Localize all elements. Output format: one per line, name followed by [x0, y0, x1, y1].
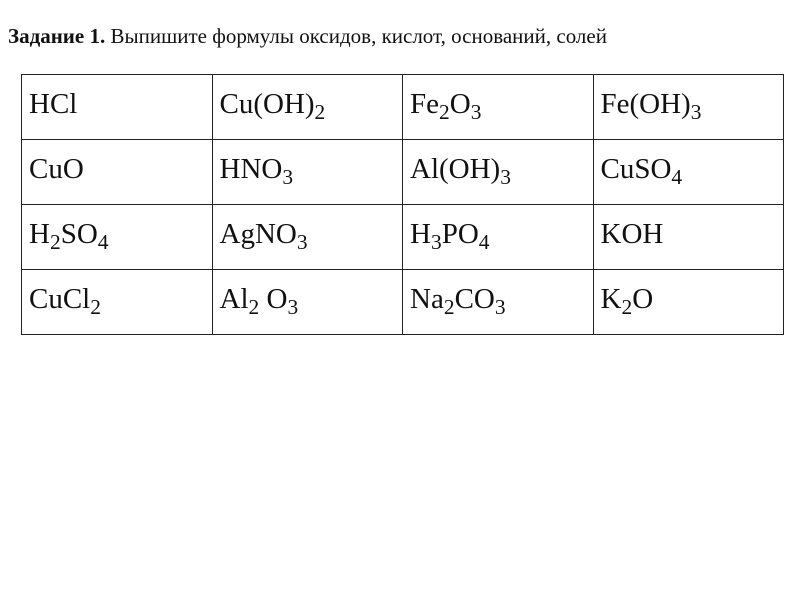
formula: CuO — [29, 152, 84, 185]
table-row — [22, 270, 784, 335]
formula: CuSO$_4$ — [600, 152, 683, 189]
table-cell — [403, 140, 594, 205]
formula: $Na_2CO_3$ — [410, 282, 506, 319]
table-cell — [593, 205, 784, 270]
table-row — [22, 75, 784, 140]
task-instruction: Выпишите формулы оксидов, кислот, оснований, солей — [110, 24, 607, 48]
table-cell — [403, 205, 594, 270]
formula: $K_2O$ — [600, 282, 654, 319]
formula: $Al_2$ $O_3$ — [219, 282, 299, 319]
formula: $HNO_3$ — [219, 152, 294, 189]
formula: AgNO$_3$ — [219, 217, 308, 254]
table-cell — [403, 270, 594, 335]
formula: CuCl$_2$ — [29, 282, 101, 319]
formula: $Cu(OH)_2$ — [219, 87, 326, 124]
task-heading — [8, 22, 607, 50]
table-cell — [212, 140, 403, 205]
formula: KOH — [600, 217, 664, 250]
table-cell — [593, 270, 784, 335]
task-number: Задание 1. — [8, 24, 106, 48]
table-row — [22, 205, 784, 270]
table-cell — [212, 270, 403, 335]
table-cell — [22, 205, 213, 270]
table-cell — [22, 75, 213, 140]
formula: $Fe_2O_3$ — [410, 87, 482, 124]
formula: HCl — [29, 87, 78, 120]
formula: $Fe(OH)_3$ — [600, 87, 702, 124]
formula: $Al(OH)_3$ — [410, 152, 511, 189]
formulas-table — [21, 74, 784, 335]
table-cell — [22, 140, 213, 205]
table-cell — [403, 75, 594, 140]
formula: $H_2SO_4$ — [29, 217, 109, 254]
formula: $H_3PO_4$ — [410, 217, 490, 254]
table-cell — [212, 205, 403, 270]
table-cell — [22, 270, 213, 335]
table-cell — [593, 75, 784, 140]
table-row — [22, 140, 784, 205]
table-cell — [212, 75, 403, 140]
table-cell — [593, 140, 784, 205]
